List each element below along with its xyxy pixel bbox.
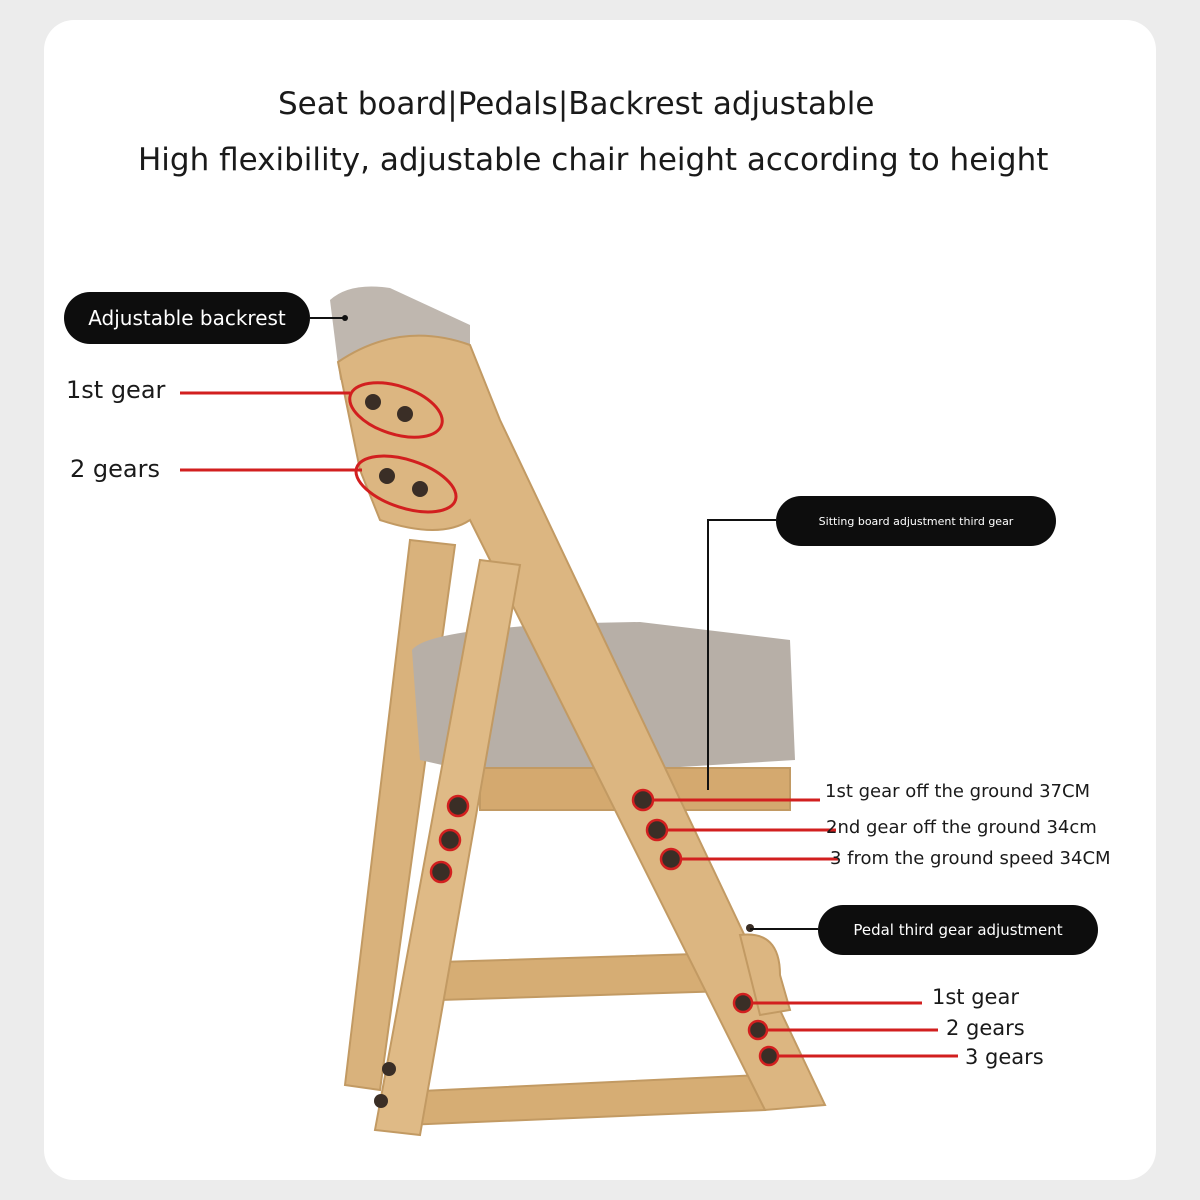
headline-flexibility: High flexibility, adjustable chair height according to height bbox=[138, 142, 1049, 178]
seat-gear-1-label: 1st gear off the ground 37CM bbox=[825, 781, 1091, 802]
seat-adjustment-callout: Sitting board adjustment third gear bbox=[776, 496, 1056, 546]
pedal-adjustment-callout: Pedal third gear adjustment bbox=[818, 905, 1098, 955]
pedal-gear-1-label: 1st gear bbox=[932, 985, 1019, 1009]
pedal-gear-2-label: 2 gears bbox=[946, 1016, 1025, 1040]
adjustable-backrest-callout: Adjustable backrest bbox=[64, 292, 310, 344]
headline-features: Seat board|Pedals|Backrest adjustable bbox=[278, 86, 875, 122]
pedal-gear-3-label: 3 gears bbox=[965, 1045, 1044, 1069]
backrest-gear-1-label: 1st gear bbox=[66, 376, 166, 404]
seat-gear-3-label: 3 from the ground speed 34CM bbox=[830, 848, 1111, 869]
backrest-gear-2-label: 2 gears bbox=[70, 455, 160, 483]
seat-gear-2-label: 2nd gear off the ground 34cm bbox=[826, 817, 1097, 838]
